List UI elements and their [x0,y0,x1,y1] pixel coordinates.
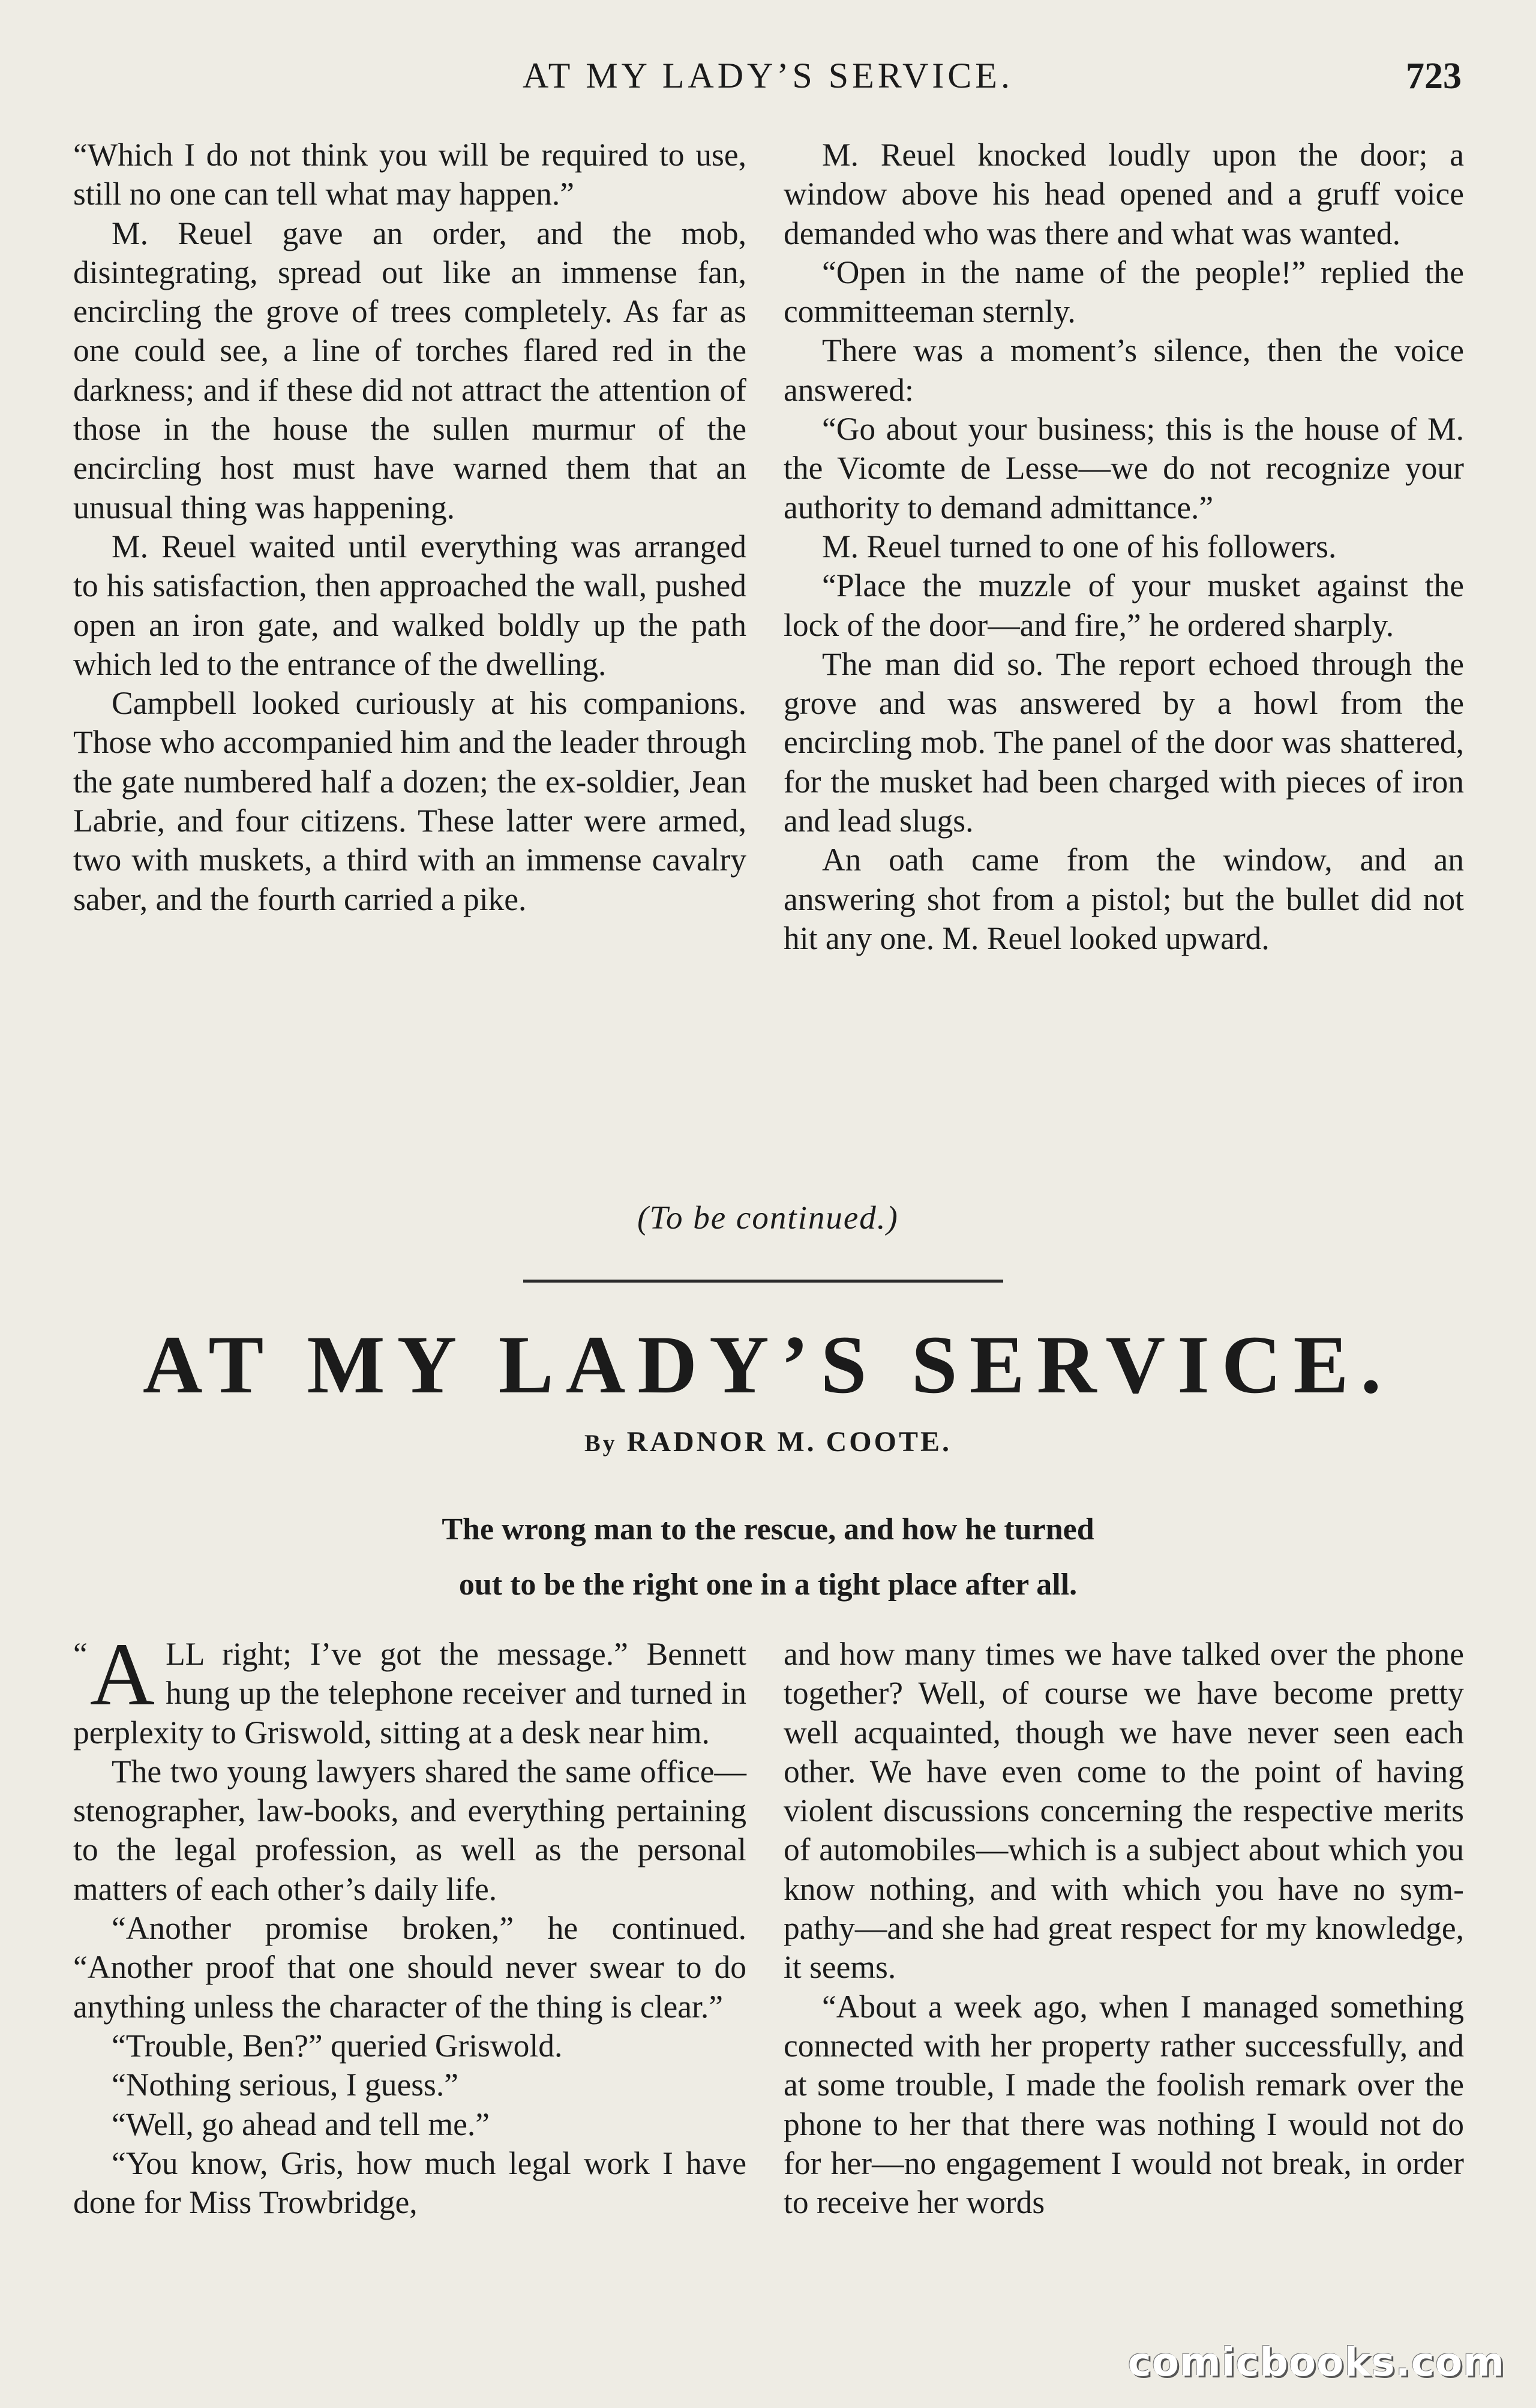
paragraph-text: LL right; I’ve got the message.” Bennett hung up the telephone receiver and turned in perplexity to Griswold, sitting at a desk near him. [73,1636,746,1751]
paragraph: M. Reuel turned to one of his followers. [822,528,1337,565]
story-title: AT MY LADY’S SERVICE. [142,1319,1394,1410]
paragraph: “Open in the name of the people!” replied the committeeman sternly. [784,254,1464,330]
paragraph: The two young lawyers shared the same office—stenographer, law-books, and everything pertaining to the legal profession, as well as the personal matters of each other’s daily life. [73,1753,746,1907]
paragraph: “Place the muzzle of your musket against the lock of the door—and fire,” he ordered sharply. [784,568,1464,643]
byline [0,1425,1536,1458]
deck-line: The wrong man to the rescue, and how he turned [442,1512,1094,1547]
paragraph: and how many times we have talked over the phone together? Well, of course we have become pretty well acquainted, though we have never seen each other. We have even come to the point of having violent discussions concerning the respective merits of automobiles—which is a subject about which you know nothing, and with which you have no sympathy—and she had great respect for my knowledge, it seems. [784,1636,1464,1986]
deck-line: out to be the right one in a tight place after all. [458,1568,1078,1602]
page-number: 723 [1406,56,1462,97]
story-deck [336,1502,1200,1613]
paragraph: “Well, go ahead and tell me.” [112,2106,490,2142]
section-divider [523,1280,1003,1283]
opening-paragraph [73,1625,746,1752]
paragraph: M. Reuel gave an order, and the mob, disintegrating, spread out like an immense fan, encircling the grove of trees completely. As far as one could see, a line of torches flared red in the darkness; and if these did not attract the attention of those in the house the sullen murmur of the encircling host must have warned them that an unusual thing was happening. [73,215,746,526]
paragraph: “Go about your business; this is the house of M. the Vicomte de Lesse—we do not recognize your authority to demand admittance.” [784,411,1464,526]
author-name: RADNOR M. COOTE. [626,1426,952,1458]
story-right-column [784,1635,1464,2222]
to-be-continued: (To be continued.) [637,1199,899,1236]
drop-cap: A [89,1625,155,1724]
opening-quote: “ [73,1636,88,1672]
paragraph: The man did so. The report echoed through the grove and was answered by a howl from the encircling mob. The panel of the door was shattered, for the musket had been charged with pieces of iron and lead slugs. [784,645,1464,839]
paragraph: Campbell looked curiously at his companions. Those who accompanied him and the leader through the gate numbered half a dozen; the ex-soldier, Jean Labrie, and four citizens. These latter were armed, two with muskets, a third with an immense cavalry saber, and the fourth carried a pike. [73,685,746,917]
story-left-column [73,1625,746,2222]
paragraph: “Which I do not think you will be required to use, still no one can tell what may happen.” [73,137,746,212]
running-title: AT MY LADY’S SERVICE. [523,56,1013,95]
watermark-logo: comicbooks.com [1127,2339,1505,2385]
continued-right-column [784,136,1464,958]
paragraph: “Another promise broken,” he continued. “Another proof that one should never swear to do anything unless the character of the thing is clear.” [73,1910,746,2025]
paragraph: There was a moment’s silence, then the voice answered: [784,332,1464,408]
running-head [0,55,1536,103]
continued-left-column [73,136,746,919]
paragraph: “Nothing serious, I guess.” [112,2067,458,2103]
paragraph: M. Reuel waited until everything was arranged to his satisfaction, then approached the wall, pushed open an iron gate, and walked boldly up the path which led to the entrance of the dwelling. [73,528,746,682]
paragraph: “You know, Gris, how much legal work I have done for Miss Trowbridge, [73,2145,746,2221]
paragraph: “About a week ago, when I managed something connected with her property rather successfully, and at some trouble, I made the foolish remark over the phone to her that there was nothing I would not do for her—no engagement I would not break, in order to receive her words [784,1988,1464,2221]
paragraph: “Trouble, Ben?” queried Griswold. [112,2027,563,2064]
byline-prefix: By [584,1430,617,1457]
paragraph: M. Reuel knocked loudly upon the door; a window above his head opened and a gruff voice demanded who was there and what was wanted. [784,137,1464,251]
paragraph: An oath came from the window, and an answering shot from a pistol; but the bullet did not hit any one. M. Reuel looked upward. [784,842,1464,956]
